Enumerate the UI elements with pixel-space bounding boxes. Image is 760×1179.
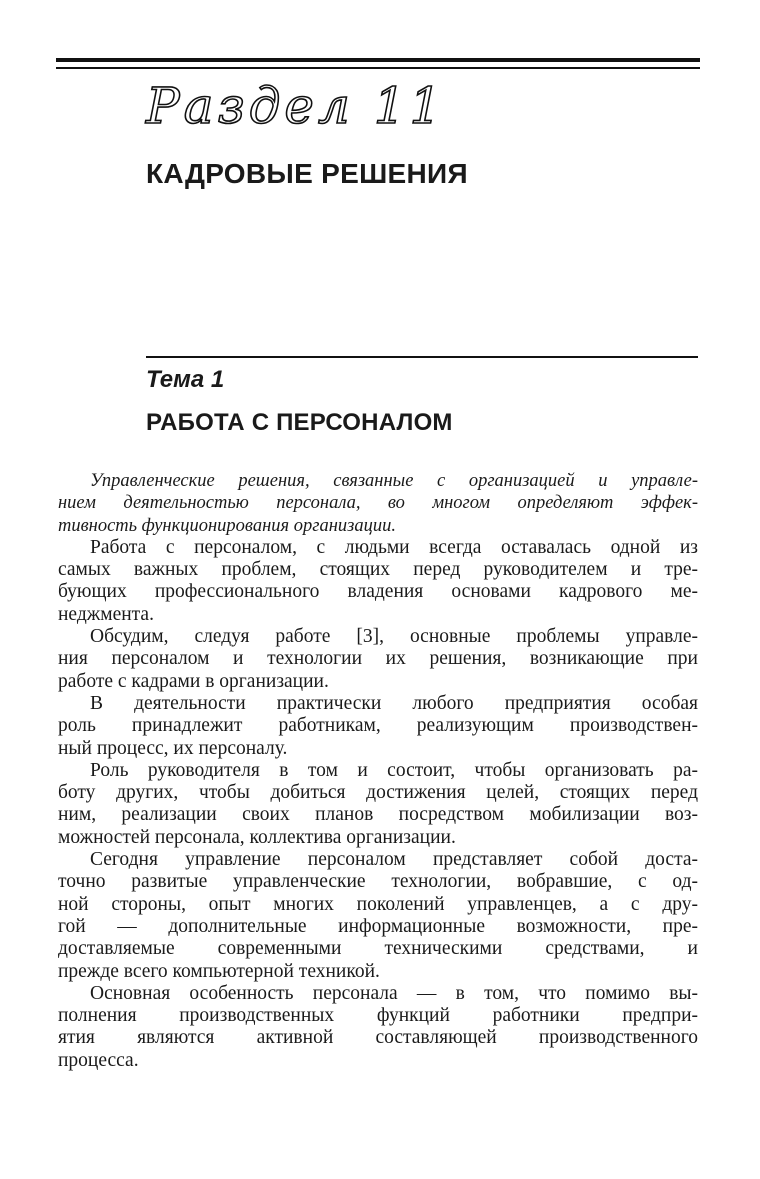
text-line: гой — дополнительные информационные возможности, пре- xyxy=(58,915,698,937)
text-line: бующих профессионального владения основами кадрового ме- xyxy=(58,581,698,603)
text-line: ный процесс, их персоналу. xyxy=(58,737,288,759)
topic-rule xyxy=(146,356,698,358)
text-line: Обсудим, следуя работе [3], основные проблемы управле- xyxy=(90,626,698,648)
text-line: можностей персонала, коллектива организации. xyxy=(58,826,456,848)
text-line: ния персоналом и технологии их решения, возникающие при xyxy=(58,648,698,670)
text-line: ятия являются активной составляющей производственного xyxy=(58,1027,698,1049)
body-text xyxy=(58,470,698,1072)
paragraph xyxy=(58,537,698,626)
text-line: работе с кадрами в организации. xyxy=(58,670,329,692)
text-line: самых важных проблем, стоящих перед руководителем и тре- xyxy=(58,559,698,581)
text-line: боту других, чтобы добиться достижения целей, стоящих перед xyxy=(58,782,698,804)
text-line: Роль руководителя в том и состоит, чтобы организовать ра- xyxy=(90,759,698,781)
paragraph xyxy=(58,849,698,983)
text-line: Сегодня управление персоналом представляет собой доста- xyxy=(90,849,698,871)
text-line: Управленческие решения, связанные с организацией и управле- xyxy=(90,471,698,491)
paragraph xyxy=(58,983,698,1072)
paragraph xyxy=(58,760,698,849)
text-line: тивность функционирования организации. xyxy=(58,515,396,536)
top-double-rule-thin xyxy=(56,67,700,69)
text-line: В деятельности практически любого предприятия особая xyxy=(90,692,698,714)
text-line: процесса. xyxy=(58,1049,139,1071)
paragraph xyxy=(58,693,698,760)
text-line: доставляемые современными техническими средствами, и xyxy=(58,938,698,960)
text-line: Работа с персоналом, с людьми всегда оставалась одной из xyxy=(90,536,698,558)
section-title: КАДРОВЫЕ РЕШЕНИЯ xyxy=(146,158,468,189)
text-line: нием деятельностью персонала, во многом определяют эффек- xyxy=(58,493,698,514)
section-heading: Раздел 11 xyxy=(146,77,446,135)
lead-paragraph xyxy=(58,470,698,537)
text-line: точно развитые управленческие технологии, вобравшие, с од- xyxy=(58,871,698,893)
text-line: ной стороны, опыт многих поколений управленцев, а с дру- xyxy=(58,893,698,915)
text-line: прежде всего компьютерной техникой. xyxy=(58,960,380,982)
paragraph xyxy=(58,626,698,693)
text-line: неджмента. xyxy=(58,603,154,625)
text-line: роль принадлежит работникам, реализующим производствен- xyxy=(58,715,698,737)
top-double-rule-thick xyxy=(56,58,700,62)
text-line: ним, реализации своих планов посредством мобилизации воз- xyxy=(58,804,698,826)
topic-title: РАБОТА С ПЕРСОНАЛОМ xyxy=(146,409,453,436)
text-line: полнения производственных функций работники предпри- xyxy=(58,1005,698,1027)
topic-label: Тема 1 xyxy=(146,366,225,393)
text-line: Основная особенность персонала — в том, что помимо вы- xyxy=(90,982,698,1004)
